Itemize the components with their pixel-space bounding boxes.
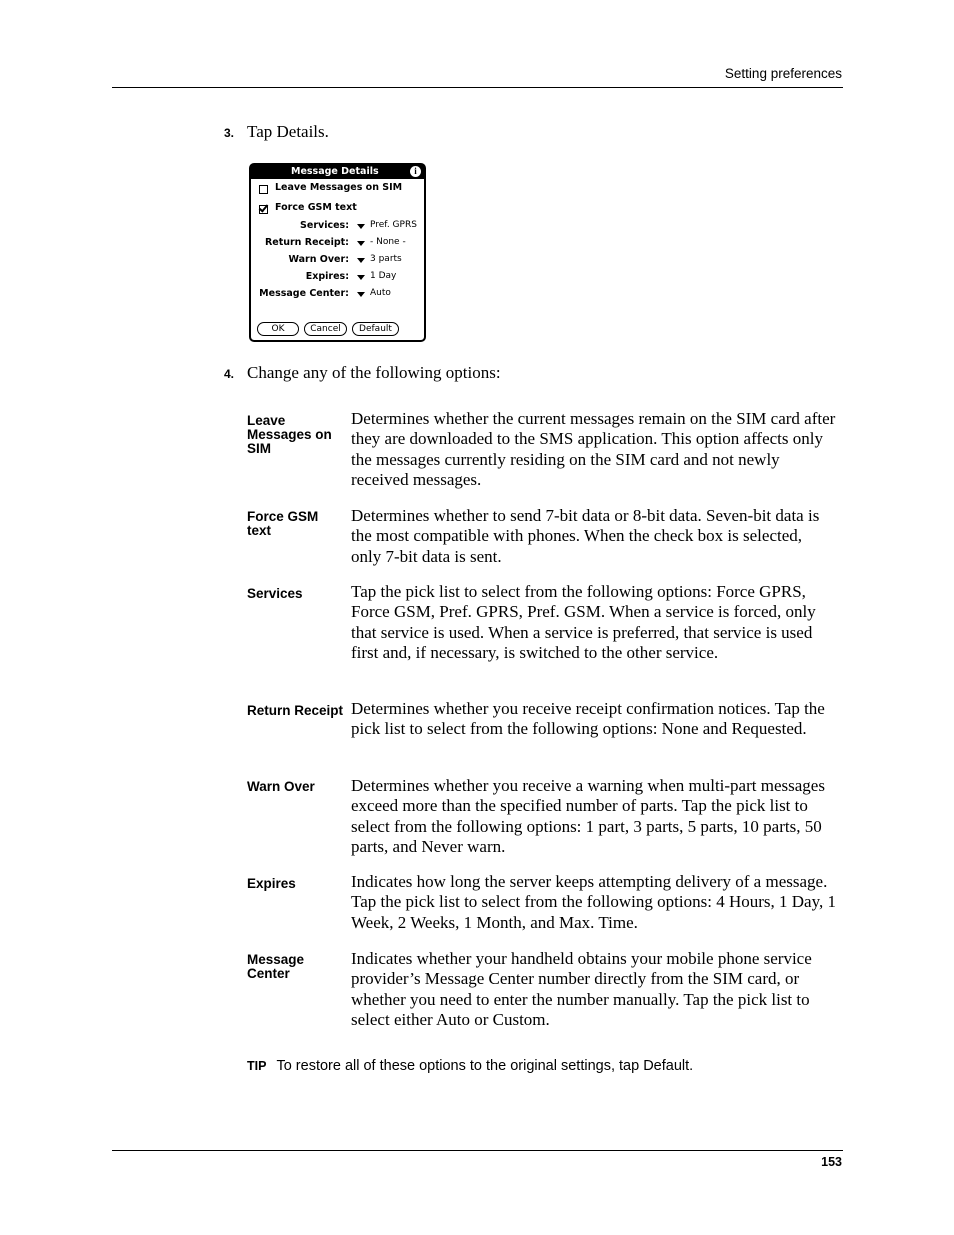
warn-over-label: Warn Over: [288,254,349,265]
term-expires: Expires [247,876,296,891]
return-receipt-dropdown-arrow-icon[interactable] [357,241,365,246]
services-dropdown-arrow-icon[interactable] [357,224,365,229]
section-title: Setting preferences [724,66,842,81]
desc-expires: Indicates how long the server keeps attempting delivery of a message. Tap the pick list to select from the following options: 4 Hours, 1 Day, 1 Week, 2 Weeks, 1 Month, and Max. Time. [351,872,836,932]
expires-value[interactable]: 1 Day [370,271,397,281]
cancel-button[interactable]: Cancel [304,322,347,336]
dialog-title: Message Details [251,165,424,179]
term-leave-messages-on-sim: Leave Messages on SIM [247,413,332,456]
step-3 [224,122,329,142]
tip-text: To restore all of these options to the original settings, tap Default. [276,1058,694,1074]
return-receipt-value[interactable]: - None - [370,237,406,247]
message-center-value[interactable]: Auto [370,288,391,298]
desc-force-gsm-text: Determines whether to send 7-bit data or 8-bit data. Seven-bit data is the most compatible with phones. When the check box is selected, only 7-bit data is sent. [351,506,820,566]
services-value[interactable]: Pref. GPRS [370,220,417,230]
term-warn-over: Warn Over [247,779,315,794]
message-center-dropdown-arrow-icon[interactable] [357,292,365,297]
step-number: 4. [224,367,235,381]
term-force-gsm-text: Force GSM text [247,509,319,538]
message-center-label: Message Center: [259,288,349,299]
warn-over-dropdown-arrow-icon[interactable] [357,258,365,263]
message-details-dialog [249,163,426,342]
step-4 [224,363,501,383]
default-button[interactable]: Default [352,322,399,336]
warn-over-value[interactable]: 3 parts [370,254,402,264]
services-label: Services: [300,220,349,231]
tip-label: TIP [247,1059,267,1073]
step-text: Tap Details. [247,122,329,141]
desc-message-center: Indicates whether your handheld obtains your mobile phone service provider’s Message Center number directly from the SIM card, or whether you need to enter the number manually. Tap the pick list to select either Auto or Custom. [351,949,812,1029]
step-number: 3. [224,126,235,140]
expires-label: Expires: [305,271,349,282]
leave-messages-label: Leave Messages on SIM [275,182,403,193]
force-gsm-checkbox[interactable] [259,205,268,214]
info-icon[interactable]: i [410,166,421,177]
desc-services: Tap the pick list to select from the following options: Force GPRS, Force GSM, Pref. GPRS, Pref. GSM. When a service is forced, only that service is used. When a service is preferred, that service is used first and, if necessary, is switched to the other service. [351,582,816,662]
expires-dropdown-arrow-icon[interactable] [357,275,365,280]
term-message-center: Message Center [247,952,305,981]
page-footer [112,1150,843,1169]
term-services: Services [247,586,303,601]
step-text: Change any of the following options: [247,363,501,382]
leave-messages-checkbox[interactable] [259,185,268,194]
return-receipt-label: Return Receipt: [264,237,349,248]
term-return-receipt: Return Receipt [247,703,344,718]
desc-warn-over: Determines whether you receive a warning when multi-part messages exceed more than the specified number of parts. Tap the pick list to select from the following options: 1 part, 3 parts, 5 parts, 10 parts, 50 parts, and Never warn. [351,776,825,856]
ok-button[interactable]: OK [257,322,299,336]
force-gsm-label: Force GSM text [275,202,357,213]
desc-leave-messages-on-sim: Determines whether the current messages remain on the SIM card after they are downloaded to the SMS application. This option affects only the messages currently residing on the SIM card and not newly received messages. [351,409,836,489]
page-number: 153 [821,1155,842,1169]
running-header [112,65,843,88]
desc-return-receipt: Determines whether you receive receipt confirmation notices. Tap the pick list to select from the following options: None and Requested. [351,699,825,739]
tip-note [247,1058,693,1074]
